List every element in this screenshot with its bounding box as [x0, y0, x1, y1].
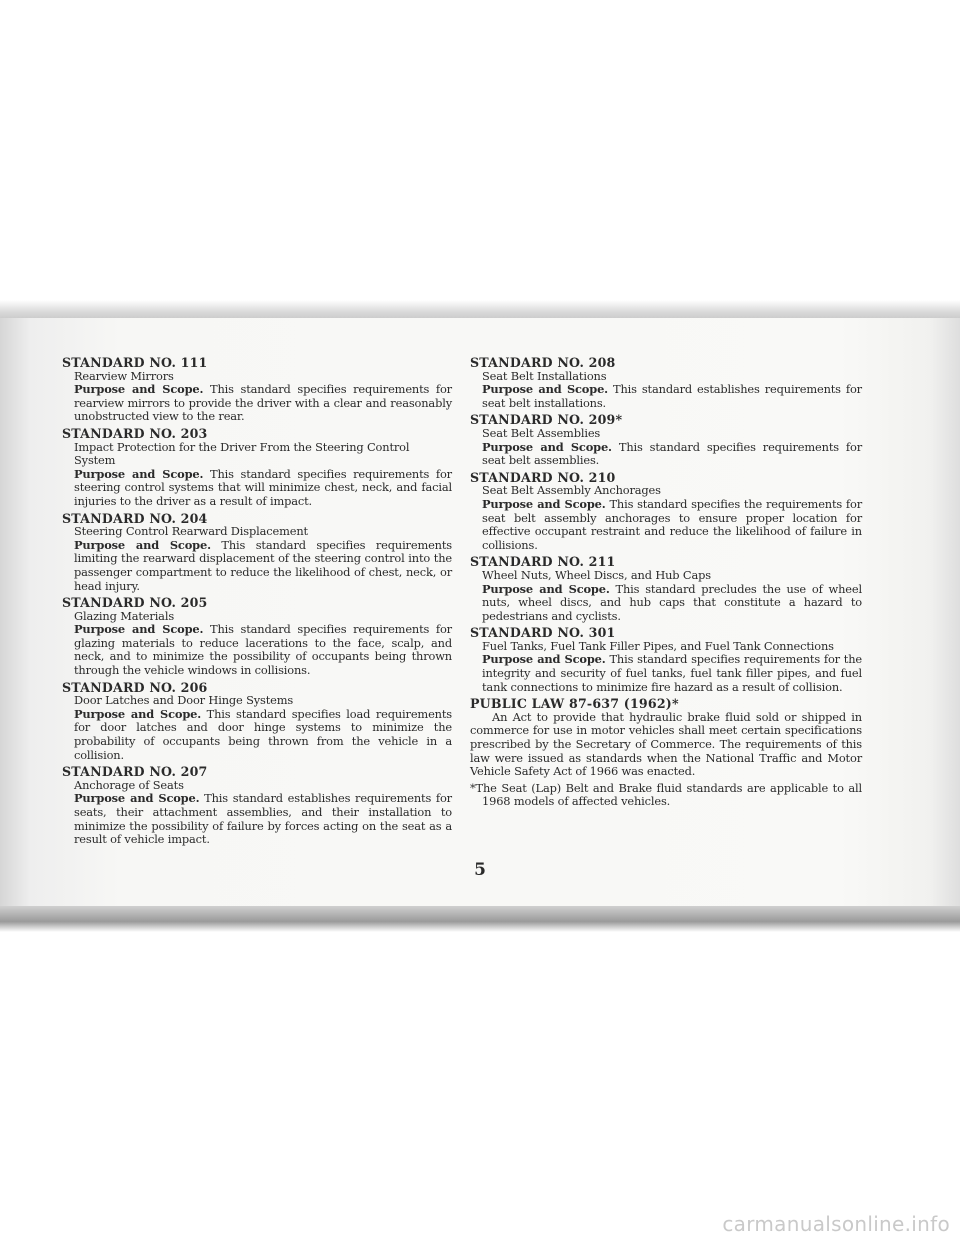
purpose-scope-label: Purpose and Scope. — [482, 496, 606, 511]
purpose-scope-label: Purpose and Scope. — [74, 382, 204, 397]
standard-heading: STANDARD NO. 206 — [62, 679, 208, 695]
purpose-scope-label: Purpose and Scope. — [482, 581, 610, 596]
standard-entry — [62, 596, 452, 678]
standard-heading: STANDARD NO. 209* — [470, 412, 623, 428]
page-number: 5 — [474, 860, 486, 880]
left-column — [62, 356, 452, 850]
right-column — [470, 356, 862, 809]
standard-entry — [470, 356, 862, 410]
standard-subtitle: Seat Belt Assemblies — [482, 425, 601, 440]
purpose-scope-label: Purpose and Scope. — [74, 466, 204, 481]
standard-subtitle: Glazing Materials — [74, 608, 175, 623]
public-law-heading: PUBLIC LAW 87-637 (1962)* — [470, 696, 679, 712]
standard-subtitle: Fuel Tanks, Fuel Tank Filler Pipes, and Fuel Tank Connections — [482, 638, 834, 653]
footnote: *The Seat (Lap) Belt and Brake fluid standards are applicable to all 1968 models of affected vehicles. — [470, 780, 862, 809]
purpose-scope-label: Purpose and Scope. — [74, 791, 200, 806]
standard-description — [74, 383, 452, 424]
standard-entry — [62, 427, 452, 509]
standard-heading: STANDARD NO. 211 — [470, 554, 616, 570]
purpose-scope-text: This standard specifies requirements for the integrity and security of fuel tanks, fuel tank filler pipes, and fuel tank connections to minimize fire hazard as a result of collision. — [482, 652, 862, 694]
watermark-text: carmanualsonline.info — [722, 1212, 950, 1236]
standard-heading: STANDARD NO. 111 — [62, 355, 208, 370]
standard-heading: STANDARD NO. 204 — [62, 510, 208, 526]
purpose-scope-label: Purpose and Scope. — [74, 622, 204, 637]
standard-description — [74, 468, 452, 509]
public-law-text: An Act to provide that hydraulic brake fluid sold or shipped in commerce for use in motor vehicles shall meet certain specifications prescribed by the Secretary of Commerce. The requirements of this law were issued as standards when the National Traffic and Motor Vehicle Safety Act of 1966 was enacted. — [470, 709, 862, 779]
purpose-scope-text: This standard specifies requirements limiting the rearward displacement of the steering control into the passenger compartment to reduce the likelihood of chest, neck, or head injury. — [74, 537, 452, 593]
standard-subtitle: Anchorage of Seats — [74, 777, 184, 792]
standard-description — [74, 708, 452, 762]
manual-page — [0, 318, 960, 912]
standard-description — [74, 539, 452, 593]
standard-description — [482, 583, 862, 624]
purpose-scope-text: This standard specifies load requirements for door latches and door hinge systems to minimize the probability of occupants being thrown from the vehicle in a collision. — [74, 706, 452, 762]
scan-bottom-shadow — [0, 906, 960, 932]
public-law-entry — [470, 697, 862, 779]
standard-subtitle: Impact Protection for the Driver From the Steering Control System — [74, 439, 410, 468]
standard-heading: STANDARD NO. 301 — [470, 625, 616, 641]
standard-description — [482, 498, 862, 552]
scan-top-shadow — [0, 300, 960, 320]
standard-subtitle: Rearview Mirrors — [74, 368, 174, 383]
standard-subtitle: Wheel Nuts, Wheel Discs, and Hub Caps — [482, 567, 711, 582]
purpose-scope-text: This standard precludes the use of wheel nuts, wheel discs, and hub caps that constitute a hazard to pedestrians and cyclists. — [482, 581, 862, 623]
standard-heading: STANDARD NO. 210 — [470, 469, 616, 485]
standard-subtitle: Steering Control Rearward Displacement — [74, 524, 308, 539]
standard-description — [482, 383, 862, 410]
standard-entry — [62, 356, 452, 424]
purpose-scope-text: This standard specifies requirements for steering control systems that will minimize chest, neck, and facial injuries to the driver as a result of impact. — [74, 466, 452, 508]
purpose-scope-text: This standard establishes requirements for seat belt installations. — [482, 382, 862, 410]
standard-heading: STANDARD NO. 207 — [62, 764, 208, 780]
purpose-scope-label: Purpose and Scope. — [74, 537, 211, 552]
purpose-scope-label: Purpose and Scope. — [74, 706, 202, 721]
standard-description — [74, 623, 452, 677]
standard-description — [482, 441, 862, 468]
standard-description — [74, 792, 452, 846]
standard-entry — [470, 555, 862, 623]
purpose-scope-label: Purpose and Scope. — [482, 439, 612, 454]
purpose-scope-label: Purpose and Scope. — [482, 382, 608, 397]
standard-entry — [62, 512, 452, 594]
standard-heading: STANDARD NO. 208 — [470, 355, 616, 370]
standard-entry — [62, 681, 452, 763]
purpose-scope-text: This standard specifies requirements for seat belt assemblies. — [482, 439, 862, 468]
standard-heading: STANDARD NO. 203 — [62, 425, 208, 441]
purpose-scope-text: This standard specifies requirements for rearview mirrors to provide the driver with a clear and reasonably unobstructed view to the rear. — [74, 382, 452, 424]
standard-description — [482, 653, 862, 694]
purpose-scope-text: This standard establishes requirements for seats, their attachment assemblies, and their installation to minimize the possibility of failure by forces acting on the seat as a result of vehicle impact. — [74, 791, 452, 847]
standard-entry — [62, 765, 452, 847]
standard-entry — [470, 413, 862, 467]
purpose-scope-text: This standard specifies the requirements for seat belt assembly anchorages to ensure proper location for effective occupant restraint and reduce the likelihood of failure in collisions. — [482, 496, 862, 552]
standard-entry — [470, 471, 862, 553]
purpose-scope-text: This standard specifies requirements for glazing materials to reduce lacerations to the face, scalp, and neck, and to minimize the possibility of occupants being thrown through the vehicle windows in collisions. — [74, 622, 452, 678]
purpose-scope-label: Purpose and Scope. — [482, 652, 606, 667]
standard-subtitle: Seat Belt Assembly Anchorages — [482, 483, 661, 498]
standard-entry — [470, 626, 862, 694]
standard-subtitle: Door Latches and Door Hinge Systems — [74, 693, 294, 708]
standard-subtitle: Seat Belt Installations — [482, 368, 607, 383]
standard-heading: STANDARD NO. 205 — [62, 595, 208, 611]
